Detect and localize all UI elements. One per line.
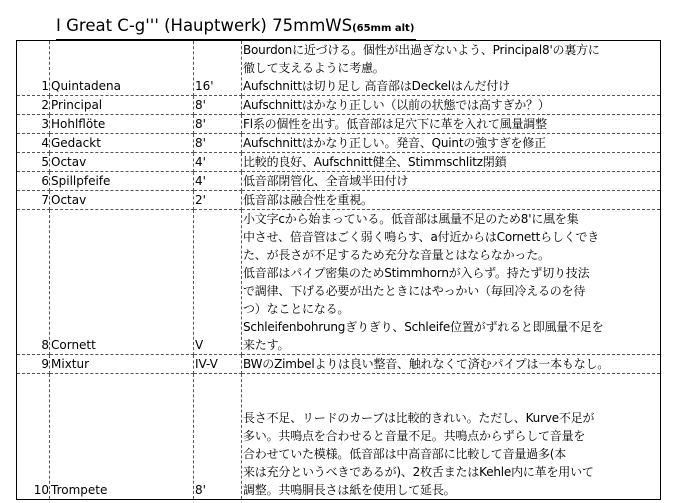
comment-line: Aufschnittはかなり正しい（以前の状態では高すぎか？） [243,98,550,112]
stop-name: Octav [50,153,194,172]
stop-comment [242,374,661,500]
comment-line: 合わせていた模様。低音部は中高音部に比較して音量過多(本 [243,447,567,461]
stop-comment [242,115,661,134]
stop-number: 3 [17,115,50,134]
comment-line: 低音部閉管化、全音域半田付け [243,174,409,188]
comment-line: Schleifenbohrungぎりぎり、Schleife位置がずれると即風量不足を [243,320,604,334]
stop-comment [242,355,661,374]
stop-number: 4 [17,134,50,153]
stop-name: Cornett [50,210,194,355]
stop-number: 2 [17,96,50,115]
stop-name: Principal [50,96,194,115]
stop-number: 8 [17,210,50,355]
stop-number: 1 [17,41,50,96]
comment-line: 低音部はパイプ密集のためStimmhornが入らず。持たず切り技法 [243,266,590,280]
comment-line: 来たす。 [243,338,290,352]
comment-line: 比較的良好、Aufschnitt健全、Stimmschlitz閉鎖 [243,155,507,169]
comment-line: で調律、下げる必要が出たときにはやっかい（毎回冷えるのを待 [243,284,586,298]
stop-comment [242,96,661,115]
stop-number: 6 [17,172,50,191]
comment-line: 多い。共鳴点を合わせると音量不足。共鳴点からずらして音量を [243,429,586,443]
table-row [17,210,661,355]
stop-comment [242,134,661,153]
stop-pitch: 4' [194,172,242,191]
stop-name: Gedackt [50,134,194,153]
comment-line: た、が長さが不足するため充分な音量とはならなかった。 [243,248,550,262]
comment-line: 来は充分というべきであるが)、2枚舌またはKehle内に革を用いて [243,465,594,479]
comment-line: 徹して支えるように考慮。 [243,61,385,75]
stop-number: 9 [17,355,50,374]
comment-line: Bourdonに近づける。個性が出過ぎないよう、Principal8'の裏方に [243,43,600,57]
stop-pitch: 2' [194,191,242,210]
comment-line: 小文字cから始まっている。低音部は風量不足のため8'に風を集 [243,212,579,226]
table-row [17,355,661,374]
stop-comment [242,191,661,210]
table-row [17,374,661,500]
stops-table [16,40,661,500]
comment-line: BWのZimbelよりは良い整音、触れなくて済むパイプは一本もなし。 [243,357,610,371]
stop-pitch: 8' [194,134,242,153]
stop-comment [242,41,661,96]
stop-pitch: 8' [194,96,242,115]
stop-comment [242,153,661,172]
stops-table-body [17,41,661,500]
stop-name: Hohlflöte [50,115,194,134]
stop-comment [242,210,661,355]
stop-pitch: 16' [194,41,242,96]
stop-pitch: IV-V [194,355,242,374]
table-row [17,41,661,96]
stop-number: 7 [17,191,50,210]
table-row [17,153,661,172]
stop-number: 10 [17,374,50,500]
comment-line: Aufschnittはかなり正しい。発音、Quintの強すぎを修正 [243,136,546,150]
stop-pitch: 8' [194,115,242,134]
stop-pitch: 4' [194,153,242,172]
page-title [56,16,416,41]
comment-line: 長さ不足、リードのカーブは比較的きれい。ただし、Kurve不足が [243,411,595,425]
stop-pitch: V [194,210,242,355]
stop-number: 5 [17,153,50,172]
comment-line: 低音部は融合性を重視。 [243,193,373,207]
comment-line: つ）なことになる。 [243,302,350,316]
stop-name: Quintadena [50,41,194,96]
table-row [17,115,661,134]
stop-name: Octav [50,191,194,210]
stop-name: Trompete [50,374,194,500]
table-row [17,191,661,210]
comment-line: 調整。共鳴胴長さは紙を使用して延長。 [243,483,456,497]
title-main: I Great C-g''' (Hauptwerk) 75mmWS [56,16,353,35]
table-row [17,172,661,191]
table-row [17,96,661,115]
table-row [17,134,661,153]
stop-comment [242,172,661,191]
comment-line: Fl系の個性を出す。低音部は足穴下に革を入れて風量調整 [243,117,547,131]
title-wind-pressure-note: (65mm alt) [352,23,415,34]
comment-line: Aufschnittは切り足し 高音部はDeckelはんだ付け [243,79,510,93]
comment-line: 中させ、倍音管はごく弱く鳴らす、a付近からはCornettらしくでき [243,230,600,244]
stop-name: Spillpfeife [50,172,194,191]
stop-pitch: 8' [194,374,242,500]
stop-name: Mixtur [50,355,194,374]
